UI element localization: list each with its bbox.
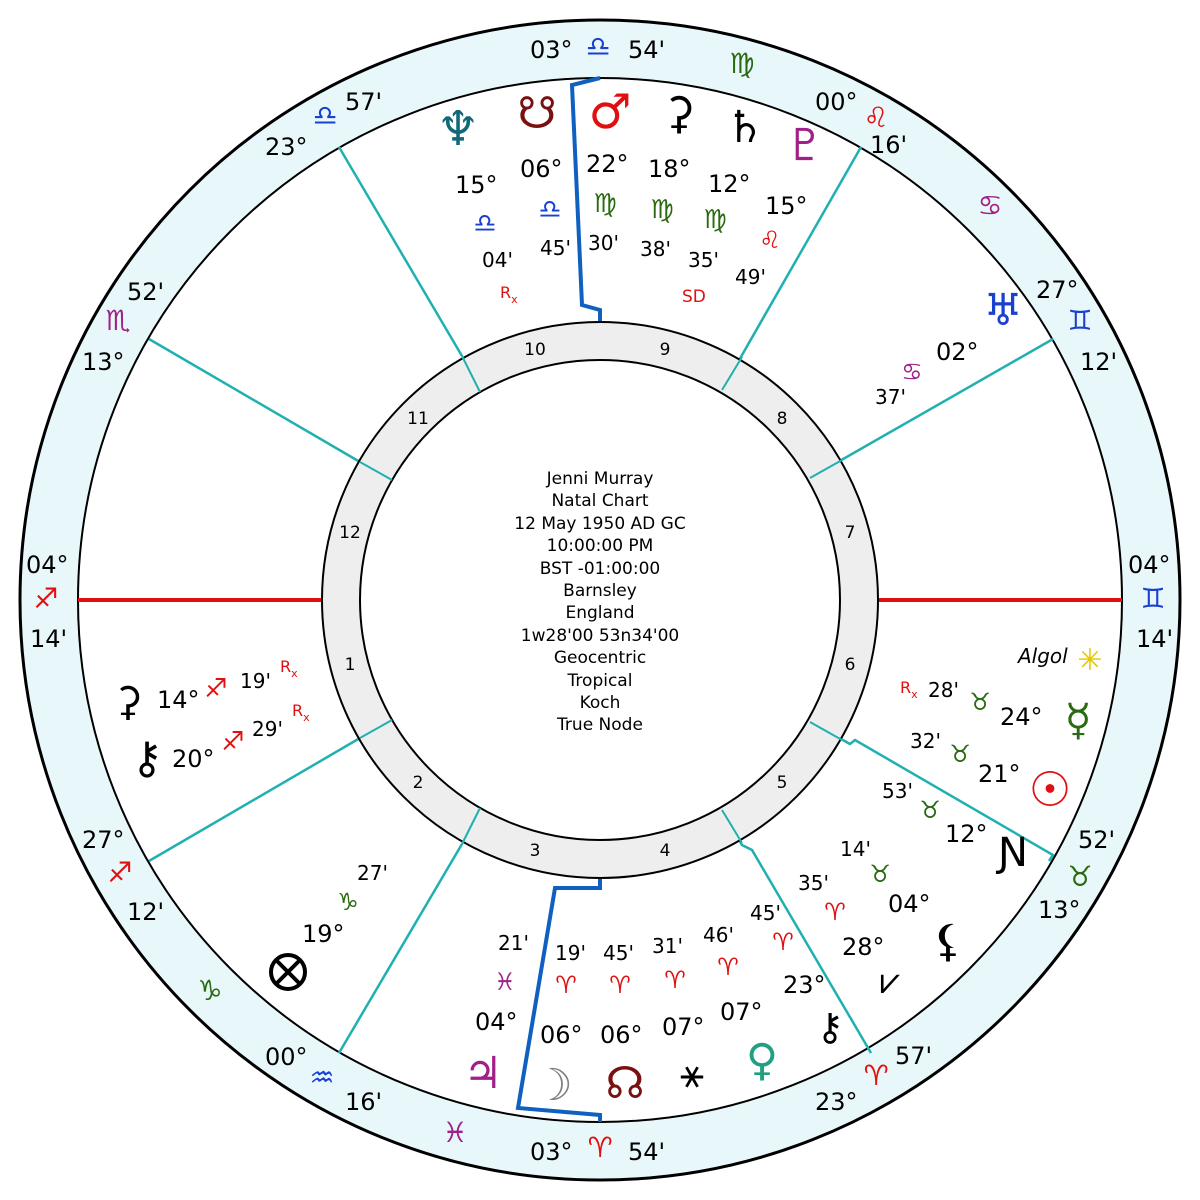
uranus-icon: ♅: [983, 285, 1023, 336]
house-number-5: 5: [776, 773, 788, 793]
mars-icon: ♂: [588, 84, 632, 140]
mercury-icon: ☿: [1064, 695, 1092, 746]
taurus-icon: ♉: [1067, 860, 1093, 893]
north-node-degree: 12°: [945, 820, 988, 848]
aries-icon: ♈: [587, 1131, 613, 1164]
uranus-degree: 02°: [936, 338, 979, 366]
virgo-icon: ♍: [729, 47, 755, 80]
native-name: Jenni Murray: [546, 469, 654, 489]
antivertex-icon: ⚹: [680, 1051, 704, 1097]
asteroid-icon: ⚷: [816, 1005, 844, 1049]
jupiter-icon: ♃: [463, 1048, 503, 1099]
pluto-minute: 49': [735, 265, 766, 289]
house-number-12: 12: [339, 523, 361, 543]
sagittarius-icon: ♐: [204, 674, 228, 704]
sun-degree: 21°: [978, 760, 1021, 788]
gemini-icon: ♊: [1140, 582, 1166, 615]
north-node-icon: Ɲ: [998, 830, 1028, 876]
capricorn-icon: ♑: [337, 888, 359, 916]
sagittarius-icon: ♐: [107, 856, 133, 889]
varuna-icon: ⚳: [113, 679, 143, 725]
lilith-degree: 04°: [888, 890, 931, 918]
pisces-icon: ♓: [494, 968, 516, 996]
venus-minute: 46': [703, 923, 734, 947]
jupiter-degree: 04°: [475, 1008, 518, 1036]
north-node-minute: 53': [882, 779, 913, 803]
moon-icon: ☽: [533, 1060, 573, 1111]
birth-time: 10:00:00 PM: [546, 536, 654, 556]
cancer-icon: ♋: [901, 358, 923, 386]
sagittarius-icon: ♐: [221, 727, 245, 757]
zodiac-type: Tropical: [567, 671, 633, 691]
cusp5-degree: 23°: [815, 1088, 858, 1116]
saturn-minute: 35': [688, 248, 719, 272]
asc-minute: 14': [30, 625, 68, 653]
aquarius-icon: ♒: [309, 1061, 335, 1094]
asteroid-degree: 23°: [783, 971, 826, 999]
leo-icon: ♌: [863, 101, 889, 134]
aries-icon: ♈: [555, 971, 577, 999]
asteroid-minute: 45': [750, 901, 781, 925]
capricorn-icon: ♑: [197, 974, 223, 1007]
birth-date: 12 May 1950 AD GC: [514, 514, 686, 534]
lilith-icon: ⚸: [931, 916, 965, 967]
pluto-degree: 15°: [765, 192, 808, 220]
taurus-icon: ♉: [919, 796, 941, 824]
house-number-7: 7: [844, 523, 856, 543]
antivertex-minute: 31': [652, 934, 683, 958]
chart-type: Natal Chart: [551, 491, 649, 511]
cusp12-degree: 13°: [82, 348, 125, 376]
chiron-icon: ⚷: [130, 733, 164, 784]
cusp8-minute: 12': [1080, 348, 1118, 376]
chiron-degree: 20°: [172, 745, 215, 773]
mercury-retrograde: $R_x$: [900, 678, 918, 701]
dsc-degree: 04°: [1128, 551, 1171, 579]
mars-minute: 30': [588, 231, 619, 255]
libra-icon: ♎: [473, 209, 497, 239]
cusp5-minute: 57': [895, 1042, 933, 1070]
pluto-icon: ♇: [785, 120, 825, 171]
leo-icon: ♌: [759, 226, 781, 254]
venus-icon: ♀: [745, 1035, 779, 1086]
sun-icon: ☉: [1028, 762, 1072, 818]
ic-degree: 03°: [530, 1138, 573, 1166]
ceres-minute: 38': [640, 237, 671, 261]
mars-degree: 22°: [586, 150, 629, 178]
neptune-retrograde: $R_x$: [500, 283, 518, 306]
asc-degree: 04°: [26, 551, 69, 579]
varuna-retrograde: $R_x$: [280, 657, 298, 680]
cusp9-degree: 00°: [815, 88, 858, 116]
venus-degree: 07°: [720, 998, 763, 1026]
mercury-minute: 28': [928, 678, 959, 702]
virgo-icon: ♍: [593, 189, 617, 219]
uranus-minute: 37': [875, 385, 906, 409]
fortune-minute: 27': [357, 861, 388, 885]
time-zone: BST -01:00:00: [539, 559, 661, 579]
aries-icon: ♈: [863, 1059, 889, 1092]
mc-minute: 54': [628, 36, 666, 64]
taurus-icon: ♉: [949, 740, 971, 768]
ceres-degree: 18°: [648, 155, 691, 183]
vertex-degree: 28°: [842, 933, 885, 961]
jupiter-minute: 21': [498, 931, 529, 955]
house-number-11: 11: [407, 409, 429, 429]
aries-icon: ♈: [824, 898, 846, 926]
birth-place: Barnsley: [563, 581, 637, 601]
vertex-minute: 35': [798, 871, 829, 895]
neptune-icon: ♆: [436, 101, 480, 157]
neptune-degree: 15°: [455, 171, 498, 199]
south-node-degree: 06°: [520, 155, 563, 183]
moon-degree: 06°: [540, 1021, 583, 1049]
cusp3-minute: 16': [345, 1088, 383, 1116]
fortune-degree: 19°: [302, 920, 345, 948]
libra-icon: ♎: [538, 195, 562, 225]
true-node-icon: ☊: [605, 1058, 645, 1109]
saturn-stationary-direct: SD: [682, 287, 706, 307]
south-node-icon: ☋: [517, 88, 557, 139]
virgo-icon: ♍: [703, 205, 727, 235]
cusp8-degree: 27°: [1036, 276, 1079, 304]
fixed-star-icon: ✳: [1077, 643, 1103, 678]
north-node2-degree: 06°: [600, 1021, 643, 1049]
north-node2-minute: 45': [603, 941, 634, 965]
house-number-6: 6: [844, 655, 856, 675]
zodiac-perspective: Geocentric: [553, 648, 647, 668]
house-number-3: 3: [529, 841, 541, 861]
algol-label: Algol: [1018, 644, 1068, 668]
libra-icon: ♎: [312, 99, 338, 132]
coordinates: 1w28'00 53n34'00: [520, 626, 680, 646]
varuna-degree: 14°: [157, 686, 200, 714]
pisces-icon: ♓: [442, 1116, 468, 1149]
cusp9-minute: 16': [870, 131, 908, 159]
ic-minute: 54': [628, 1138, 666, 1166]
cusp12-minute: 52': [127, 278, 165, 306]
moon-minute: 19': [555, 941, 586, 965]
vertex-icon: ⩗: [879, 961, 901, 1002]
house-number-1: 1: [344, 655, 356, 675]
house-number-10: 10: [524, 340, 546, 360]
cusp2-minute: 12': [127, 898, 165, 926]
south-node-minute: 45': [540, 236, 571, 260]
virgo-icon: ♍: [650, 195, 674, 225]
mc-degree: 03°: [530, 36, 573, 64]
neptune-minute: 04': [482, 248, 513, 272]
house-number-2: 2: [412, 773, 424, 793]
sun-minute: 32': [910, 729, 941, 753]
varuna-minute: 19': [240, 669, 271, 693]
mercury-degree: 24°: [1000, 703, 1043, 731]
aries-icon: ♈: [609, 971, 631, 999]
sagittarius-icon: ♐: [33, 582, 59, 615]
taurus-icon: ♉: [969, 688, 991, 716]
ceres-icon: ⚳: [662, 88, 696, 139]
house-number-9: 9: [659, 340, 671, 360]
aries-icon: ♈: [664, 966, 686, 994]
birth-country: England: [565, 603, 635, 623]
cusp6-degree: 13°: [1038, 896, 1081, 924]
gemini-icon: ♊: [1067, 304, 1093, 337]
house-system: Koch: [579, 693, 621, 713]
aries-icon: ♈: [772, 928, 794, 956]
node-type: True Node: [557, 715, 643, 735]
cusp11-degree: 23°: [265, 133, 308, 161]
saturn-icon: ♄: [725, 102, 765, 153]
chiron-retrograde: $R_x$: [292, 701, 310, 724]
aries-icon: ♈: [717, 953, 739, 981]
cusp2-degree: 27°: [82, 826, 125, 854]
taurus-icon: ♉: [869, 860, 891, 888]
chiron-minute: 29': [252, 717, 283, 741]
cusp11-minute: 57': [345, 88, 383, 116]
cusp3-degree: 00°: [265, 1043, 308, 1071]
house-number-8: 8: [776, 409, 788, 429]
cancer-icon: ♋: [977, 189, 1003, 222]
lilith-minute: 14': [840, 837, 871, 861]
saturn-degree: 12°: [708, 170, 751, 198]
antivertex-degree: 07°: [662, 1013, 705, 1041]
scorpio-icon: ♏: [105, 304, 131, 337]
libra-icon: ♎: [585, 30, 611, 63]
house-number-4: 4: [659, 841, 671, 861]
dsc-minute: 14': [1136, 625, 1174, 653]
cusp6-minute: 52': [1078, 826, 1116, 854]
